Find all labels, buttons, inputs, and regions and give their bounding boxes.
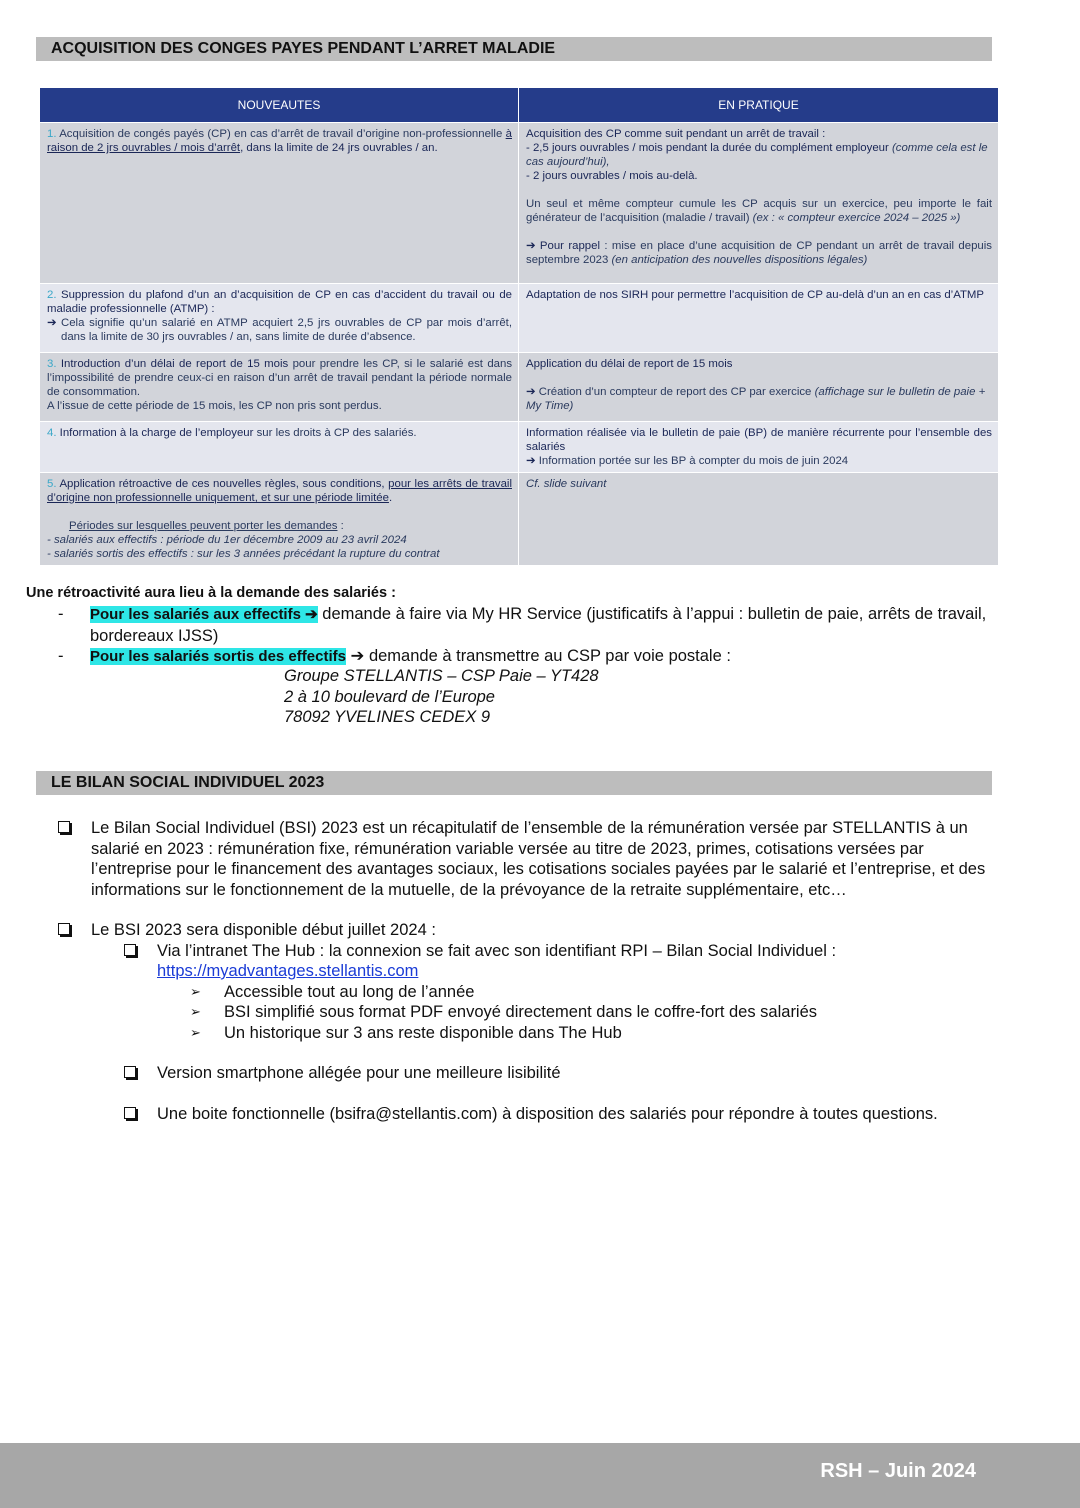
column-header-nouveautes: NOUVEAUTES	[40, 88, 519, 123]
dash-bullet: -	[58, 605, 64, 623]
text-italic: - salariés sortis des effectifs : sur les 3 années précédant la rupture du contrat	[47, 548, 440, 560]
text: Acquisition des CP comme suit pendant un arrêt de travail :	[526, 128, 826, 140]
row-number: 2.	[47, 289, 57, 301]
text: BSI simplifié sous format PDF envoyé directement dans le coffre-fort des salariés	[224, 1003, 818, 1021]
list-item	[58, 920, 998, 1124]
text: Adaptation de nos SIRH pour permettre l’acquisition de CP au-delà d’un an en cas d’ATMP	[526, 289, 984, 301]
table-row	[40, 353, 999, 422]
text: pour prendre les CP, si le salarié est dans l’impossibilité de prendre ceux-ci en raison d’un arrêt de travail pendant la période normale de consommation.	[47, 358, 513, 398]
text-italic: (comme cela est le cas aujourd’hui),	[526, 142, 988, 168]
text-italic: (en anticipation des nouvelles dispositions légales)	[611, 254, 868, 266]
text: A l’issue de cette période de 15 mois, les CP non pris sont perdus.	[47, 400, 382, 412]
text: sur les droits à CP des salariés.	[256, 427, 417, 439]
arrow-icon: ➔	[526, 386, 536, 398]
checkbox-bullet-icon	[58, 821, 70, 833]
myadvantages-link[interactable]: https://myadvantages.stellantis.com	[157, 962, 419, 980]
text: - 2,5 jours ouvrables / mois pendant la durée du complément employeur	[526, 142, 889, 154]
text-italic: (affichage sur le bulletin de paie + My Time)	[526, 386, 986, 412]
dash-bullet: -	[58, 647, 64, 665]
text: Le Bilan Social Individuel (BSI) 2023 est un récapitulatif de l’ensemble de la rémunération versée par STELLANTIS à un salarié en 2023 : rémunération fixe, rémunération variable versée au titre de 2023, primes, cotisations versées par l’entreprise pour le financement des avantages sociaux, les cotisations sociales payées par le salarié et l’entreprise, et des informations sur le fonctionnement de la mutuelle, de la prévoyance de la retraite supplémentaire, etc…	[91, 819, 986, 899]
retro-heading: Une rétroactivité aura lieu à la demande des salariés :	[26, 585, 396, 601]
text: Une boite fonctionnelle (bsifra@stellantis.com) à disposition des salariés pour répondre à toutes questions.	[157, 1104, 938, 1123]
text: Cela signifie qu’un salarié en ATMP acquiert 2,5 jrs ouvrables de CP par mois d’arrêt, dans la limite de 30 jrs ouvrables / an, sans limite de durée d’absence.	[61, 317, 512, 343]
row-number: 4.	[47, 427, 57, 439]
text: Création d’un compteur de report des CP par exercice	[538, 386, 812, 398]
text: Via l’intranet The Hub : la connexion se fait avec son identifiant RPI – Bilan Social Individuel :	[157, 941, 837, 960]
text: .	[388, 492, 393, 504]
table-row	[40, 284, 999, 353]
retro-list	[58, 604, 988, 668]
text-underlined: à raison de 2 jrs ouvrables / mois d’arrêt	[47, 128, 512, 154]
column-header-en-pratique: EN PRATIQUE	[519, 88, 999, 123]
text: :	[337, 520, 344, 532]
checkbox-bullet-icon	[124, 1066, 136, 1078]
text: Le BSI 2023 sera disponible début juillet 2024 :	[91, 921, 436, 939]
text: Suppression du plafond d’un an d’acquisition de CP en cas d’accident du travail ou de maladie professionnelle (ATMP) :	[47, 289, 512, 315]
text: Accessible tout au long de l’année	[224, 982, 475, 1001]
row-number: 3.	[47, 358, 57, 370]
list-item	[58, 646, 988, 668]
row-number: 1.	[47, 128, 57, 140]
text: Information à la charge de l’employeur	[59, 427, 254, 439]
bsi-content	[58, 818, 998, 1124]
checkbox-bullet-icon	[58, 923, 70, 935]
arrow-icon: ➔	[526, 455, 536, 467]
highlight-text: Pour les salariés sortis des effectifs	[90, 648, 346, 665]
section-title-bsi: LE BILAN SOCIAL INDIVIDUEL 2023	[36, 771, 992, 795]
address-line: 2 à 10 boulevard de l’Europe	[284, 687, 495, 706]
text: Application du délai de report de 15 mois	[526, 358, 733, 370]
pratique-cell	[519, 284, 999, 353]
text: , dans la limite de 24 jrs ouvrables / an.	[240, 142, 438, 154]
list-item	[190, 982, 998, 1003]
text: - 2 jours ouvrables / mois au-delà.	[526, 170, 698, 182]
arrow-icon: ➔	[47, 317, 57, 329]
footer-bar	[0, 1443, 1080, 1508]
text: Pour rappel	[539, 240, 600, 252]
pratique-cell	[519, 473, 999, 566]
sub-item	[124, 941, 998, 1044]
text-italic: (ex : « compteur exercice 2024 – 2025 »)	[752, 212, 961, 224]
text-underlined: pour les arrêts de travail d’origine non professionnelle uniquement, et sur une période limitée	[47, 478, 512, 504]
pratique-cell	[519, 422, 999, 473]
list-item	[58, 818, 998, 900]
section-title-conges: ACQUISITION DES CONGES PAYES PENDANT L’ARRET MALADIE	[36, 37, 992, 61]
nouveaute-cell	[40, 473, 519, 566]
text: ➔ demande à transmettre au CSP par voie postale :	[350, 647, 731, 665]
text: Information portée sur les BP à compter du mois de juin 2024	[538, 455, 849, 467]
row-number: 5.	[47, 478, 57, 490]
table-row	[40, 123, 999, 284]
pratique-cell	[519, 123, 999, 284]
nouveaute-cell	[40, 284, 519, 353]
text: Introduction d’un délai de report de 15 mois	[60, 358, 289, 370]
arrow-bullet-icon: ➢	[190, 1024, 201, 1040]
checkbox-bullet-icon	[124, 944, 136, 956]
arrow-bullet-icon: ➢	[190, 1004, 201, 1019]
footer-text: RSH – Juin 2024	[820, 1460, 976, 1482]
arrow-icon: ➔	[526, 240, 536, 252]
text-underlined: Périodes sur lesquelles peuvent porter les demandes	[69, 520, 338, 532]
nouveaute-cell	[40, 422, 519, 473]
postal-address	[284, 666, 599, 728]
list-item	[190, 1002, 998, 1023]
nouveaute-cell	[40, 353, 519, 422]
text: Application rétroactive de ces nouvelles règles, sous conditions,	[59, 478, 385, 490]
table-row	[40, 422, 999, 473]
text: demande à faire via My HR Service (justificatifs à l’appui : bulletin de paie, arrêts de travail, bordereaux IJSS)	[90, 605, 987, 645]
conges-table	[39, 87, 999, 566]
text: : mise en place d’une acquisition de CP pendant un arrêt de travail depuis septembre 2023	[526, 240, 992, 266]
address-line: 78092 YVELINES CEDEX 9	[284, 708, 491, 726]
address-line: Groupe STELLANTIS – CSP Paie – YT428	[284, 667, 599, 685]
text: Un seul et même compteur cumule les CP acquis sur un exercice, peu importe le fait générateur de l’acquisition (maladie / travail)	[526, 198, 992, 224]
sub-item	[124, 1104, 998, 1125]
nouveaute-cell	[40, 123, 519, 284]
text: Acquisition de congés payés (CP) en cas d’arrêt de travail d’origine non-professionnelle	[59, 128, 503, 140]
sub-item	[124, 1063, 998, 1084]
table-row	[40, 473, 999, 566]
arrow-bullet-icon: ➢	[190, 983, 201, 999]
text: Version smartphone allégée pour une meilleure lisibilité	[157, 1064, 561, 1082]
checkbox-bullet-icon	[124, 1107, 136, 1119]
text: Information réalisée via le bulletin de paie (BP) de manière récurrente pour l’ensemble des salariés	[526, 427, 992, 453]
list-item	[190, 1023, 998, 1044]
list-item	[58, 604, 988, 646]
text: Un historique sur 3 ans reste disponible dans The Hub	[224, 1023, 622, 1042]
highlight-text: Pour les salariés aux effectifs ➔	[90, 606, 318, 623]
pratique-cell	[519, 353, 999, 422]
text-italic: Cf. slide suivant	[526, 478, 607, 490]
text-italic: - salariés aux effectifs : période du 1er décembre 2009 au 23 avril 2024	[47, 534, 407, 546]
